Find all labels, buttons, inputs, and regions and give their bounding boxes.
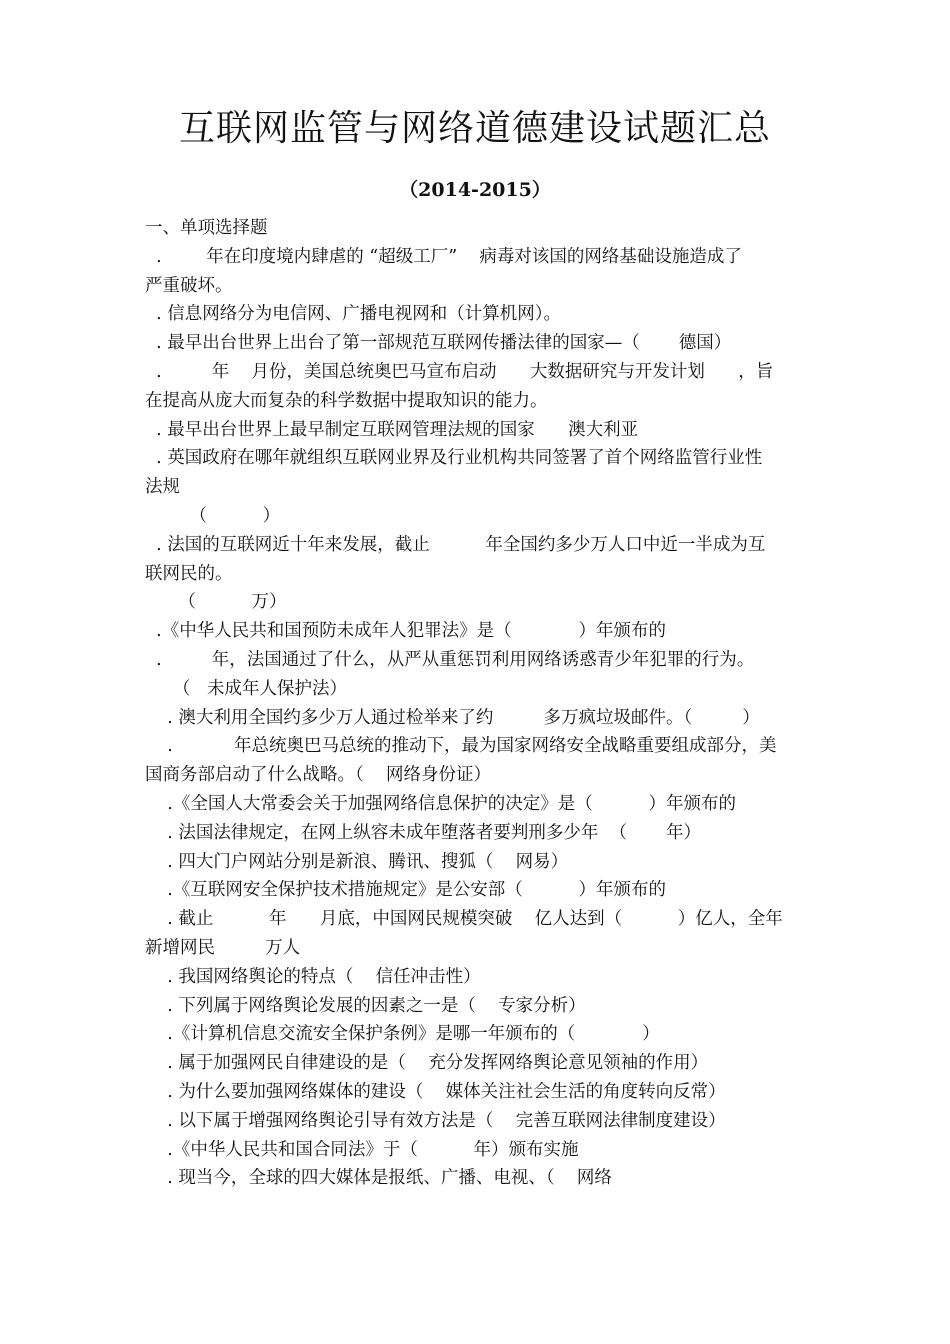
question-line: .《中华人民共和国合同法》于（ 年）颁布实施 — [145, 1139, 579, 1160]
document-subtitle: （2014-2015） — [399, 179, 551, 201]
question-line: 新增网民 万人 — [145, 937, 301, 958]
question-line: 国商务部启动了什么战略。（ 网络身份证） — [145, 765, 491, 786]
question-line: 严重破坏。 — [145, 275, 233, 296]
question-line: 法规 — [145, 477, 180, 498]
question-line: . 以下属于增强网络舆论引导有效方法是（ 完善互联网法律制度建设） — [145, 1110, 726, 1131]
question-line: . 四大门户网站分别是新浪、腾讯、搜狐（ 网易） — [145, 851, 569, 872]
question-line: . 为什么要加强网络媒体的建设（ 媒体关注社会生活的角度转向反常） — [145, 1081, 726, 1102]
question-line: . 澳大利用全国约多少万人通过检举来了约 多万疯垃圾邮件。（ ） — [145, 707, 760, 728]
question-line: . 年 月份，美国总统奥巴马宣布启动 大数据研究与开发计划 ，旨 — [145, 361, 774, 382]
question-line: （ ） — [145, 505, 281, 526]
question-line: . 英国政府在哪年就组织互联网业界及行业机构共同签署了首个网络监管行业性 — [145, 448, 763, 469]
question-line: . 年总统奥巴马总统的推动下，最为国家网络安全战略重要组成部分，美 — [145, 736, 777, 757]
document-body — [145, 214, 825, 1193]
question-line: . 我国网络舆论的特点（ 信任冲击性） — [145, 966, 481, 987]
section-heading: 一、单项选择题 — [145, 218, 268, 238]
question-line: . 截止 年 月底，中国网民规模突破 亿人达到（ ）亿人，全年 — [145, 909, 783, 930]
question-line: 联网民的。 — [145, 563, 233, 584]
question-line: . 现当今，全球的四大媒体是报纸、广播、电视、（ 网络 — [145, 1168, 612, 1189]
question-line: . 年，法国通过了什么，从严从重惩罚利用网络诱惑青少年犯罪的行为。 — [145, 649, 755, 670]
question-line: . 法国的互联网近十年来发展，截止 年全国约多少万人口中近一半成为互 — [145, 534, 766, 555]
question-line: . 下列属于网络舆论发展的因素之一是（ 专家分析） — [145, 995, 586, 1016]
question-line: .《互联网安全保护技术措施规定》是公安部（ ）年颁布的 — [145, 880, 666, 901]
question-line: .《计算机信息交流安全保护条例》是哪一年颁布的（ ） — [145, 1024, 660, 1045]
question-line: . 年在印度境内肆虐的 “超级工厂” 病毒对该国的网络基础设施造成了 — [145, 246, 742, 267]
question-line: （ 万） — [145, 592, 287, 613]
question-line: . 法国法律规定，在网上纵容未成年堕落者要判刑多少年 （ 年） — [145, 822, 701, 843]
question-line: （ 未成年人保护法） — [145, 678, 348, 699]
question-line: . 信息网络分为电信网、广播电视网和（计算机网）。 — [145, 304, 561, 325]
question-line: . 属于加强网民自律建设的是（ 充分发挥网络舆论意见领袖的作用） — [145, 1053, 709, 1074]
question-line: 在提高从庞大而复杂的科学数据中提取知识的能力。 — [145, 390, 548, 411]
question-line: . 最早出台世界上最早制定互联网管理法规的国家 澳大利亚 — [145, 419, 639, 440]
question-line: . 最早出台世界上出台了第一部规范互联网传播法律的国家—（ 德国） — [145, 333, 732, 354]
question-line: .《中华人民共和国预防未成年人犯罪法》是（ ）年颁布的 — [145, 621, 666, 642]
document-title: 互联网监管与网络道德建设试题汇总 — [178, 108, 771, 149]
question-line: .《全国人大常委会关于加强网络信息保护的决定》是（ ）年颁布的 — [145, 793, 736, 814]
